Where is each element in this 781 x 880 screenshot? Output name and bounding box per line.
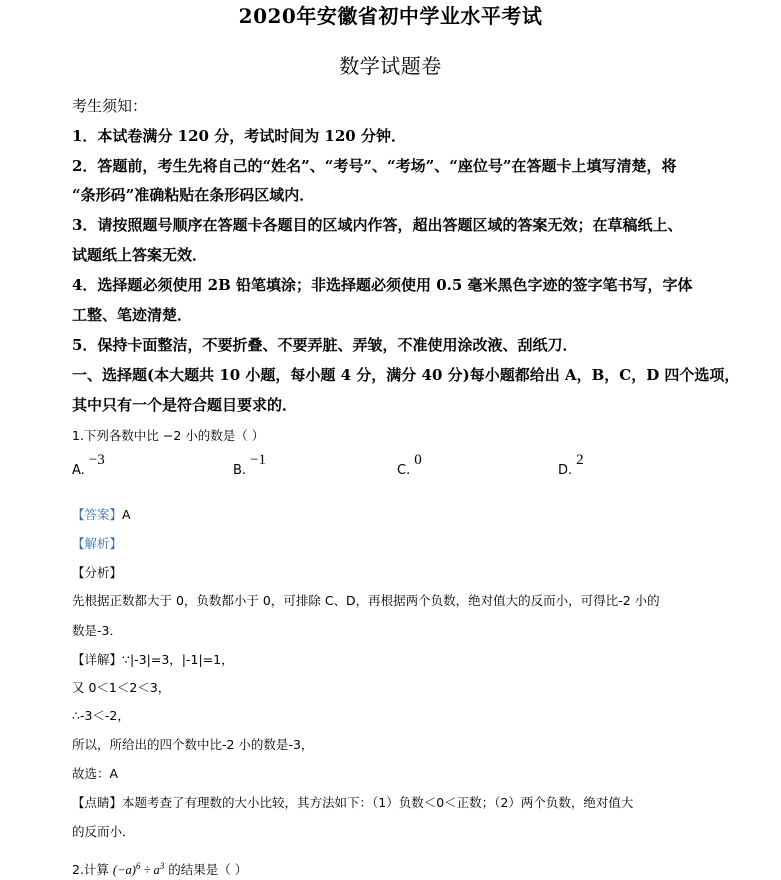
detail-line-4: 所以，所给出的四个数中比-2 小的数是-3， bbox=[72, 737, 314, 752]
instruction-item-2: 2．答题前，考生先将自己的“姓名”、“考号”、“考场”、“座位号”在答题卡上填写清楚，将 bbox=[72, 157, 677, 175]
option-c-value: 0 bbox=[414, 452, 422, 468]
answer-tag: 【答案】 bbox=[72, 507, 123, 522]
instruction-item-4: 4．选择题必须使用 2B 铅笔填涂；非选择题必须使用 0.5 毫米黑色字迹的签字笔书写，字体 bbox=[72, 276, 693, 294]
question-2-prefix: 2.计算 bbox=[72, 862, 109, 878]
option-d-label: D. bbox=[558, 463, 573, 478]
detail-text-1: ∵|-3|=3，|-1|=1， bbox=[122, 652, 234, 667]
option-b bbox=[233, 452, 267, 479]
instructions-heading: 考生须知： bbox=[72, 97, 148, 115]
fenxi-line-2: 数是-3． bbox=[72, 623, 122, 638]
answer-line bbox=[72, 505, 131, 525]
option-b-value: −1 bbox=[250, 452, 267, 468]
instruction-item-2-cont: “条形码”准确粘贴在条形码区域内． bbox=[72, 186, 315, 204]
option-a-value: −3 bbox=[88, 452, 105, 468]
detail-line-3: ∴-3＜-2， bbox=[72, 708, 130, 723]
detail-tag: 【详解】 bbox=[72, 652, 123, 667]
fenxi-line-1: 先根据正数都大于 0，负数都小于 0，可排除 C、D，再根据两个负数，绝对值大的反而小，可得比-2 小的 bbox=[72, 593, 660, 608]
instruction-item-4-cont: 工整、笔迹清楚． bbox=[72, 306, 193, 324]
option-c-label: C. bbox=[397, 463, 411, 478]
option-d bbox=[558, 452, 584, 479]
answer-value: A bbox=[122, 507, 131, 522]
detail-line-2: 又 0＜1＜2＜3， bbox=[72, 680, 171, 695]
question-1-stem: 1.下列各数中比 −2 小的数是（ ） bbox=[72, 428, 265, 443]
option-b-label: B. bbox=[233, 463, 247, 478]
option-a-label: A. bbox=[72, 463, 85, 478]
analysis-tag: 【解析】 bbox=[72, 536, 123, 551]
comment-line-1 bbox=[72, 793, 633, 813]
question-2-expression: $(-a)^6 \div a^3$ bbox=[112, 861, 165, 878]
section-heading-line1: 一、选择题(本大题共 10 小题，每小题 4 分，满分 40 分)每小题都给出 A，B，C，D 四个选项， bbox=[72, 366, 740, 384]
question-2-suffix: 的结果是（ ） bbox=[168, 862, 248, 878]
option-a bbox=[72, 452, 105, 479]
comment-line-2: 的反而小． bbox=[72, 824, 135, 839]
instruction-item-3: 3．请按照题号顺序在答题卡各题目的区域内作答，超出答题区域的答案无效；在草稿纸上、 bbox=[72, 216, 683, 234]
option-d-value: 2 bbox=[576, 452, 584, 468]
fenxi-tag: 【分析】 bbox=[72, 565, 123, 580]
comment-tag: 【点睛】 bbox=[72, 795, 123, 810]
option-c bbox=[397, 452, 422, 479]
detail-line-5: 故选：A bbox=[72, 766, 119, 781]
exam-title: 2020年安徽省初中学业水平考试 bbox=[238, 4, 543, 28]
instruction-item-3-cont: 试题纸上答案无效． bbox=[72, 246, 208, 264]
exam-subtitle: 数学试题卷 bbox=[339, 54, 442, 78]
instruction-item-5: 5．保持卡面整洁，不要折叠、不要弄脏、弄皱，不准使用涂改液、刮纸刀． bbox=[72, 336, 578, 354]
detail-line-1 bbox=[72, 650, 234, 670]
question-2-stem bbox=[72, 856, 247, 880]
section-heading-line2: 其中只有一个是符合题目要求的． bbox=[72, 396, 298, 414]
instruction-item-1: 1．本试卷满分 120 分，考试时间为 120 分钟． bbox=[72, 127, 406, 145]
comment-text-1: 本题考查了有理数的大小比较，其方法如下：（1）负数＜0＜正数；（2）两个负数，绝对值大 bbox=[122, 795, 634, 810]
